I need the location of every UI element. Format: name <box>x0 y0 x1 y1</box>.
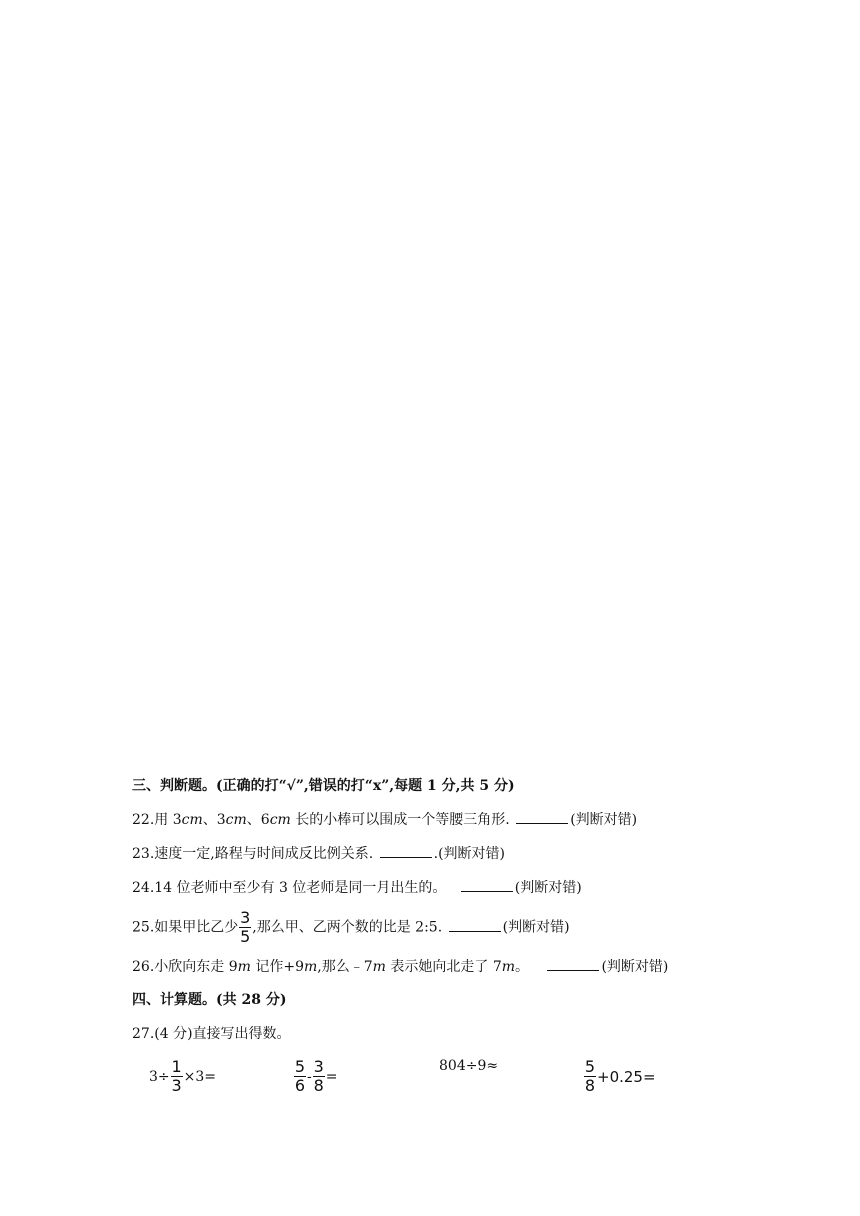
q22-text-b: 、3 <box>202 812 226 828</box>
q23-judge-hint: .(判断对错) <box>433 846 505 862</box>
calc1-pre: 3÷ <box>149 1068 170 1085</box>
q26-unit-3: m <box>372 959 386 975</box>
calc2-numerator-2: 3 <box>313 1057 324 1076</box>
q26-judge-hint: (判断对错) <box>601 959 669 975</box>
q26-text-f: 。 <box>515 959 530 975</box>
q25-judge-hint: (判断对错) <box>502 919 570 936</box>
calc4-fraction <box>584 1058 596 1095</box>
question-24 <box>132 877 582 898</box>
calc2-operator: - <box>307 1068 312 1085</box>
question-27: 27.(4 分)直接写出得数。 <box>132 1026 291 1042</box>
calc2-post: = <box>325 1068 338 1085</box>
q24-text: 24.14 位老师中至少有 3 位老师是同一月出生的。 <box>132 880 447 896</box>
q22-judge-hint: (判断对错) <box>570 812 638 828</box>
q26-unit-4: m <box>501 959 516 975</box>
q23-text: 23.速度一定,路程与时间成反比例关系. <box>132 846 374 862</box>
q22-text-d: 长的小棒可以围成一个等腰三角形. <box>290 812 510 828</box>
q24-judge-hint: (判断对错) <box>514 880 582 896</box>
calc1-post: ×3= <box>183 1068 217 1085</box>
q26-text-c: ,那么﹣7 <box>317 959 373 975</box>
calc2-denominator-1: 6 <box>294 1076 306 1095</box>
q26-unit-2: m <box>304 959 318 975</box>
section3-heading: 三、判断题。(正确的打“√”,错误的打“x”,每题 1 分,共 5 分) <box>132 778 515 794</box>
calc1-numerator: 1 <box>171 1057 182 1076</box>
calc-item-3 <box>439 1058 498 1074</box>
q22-unit-3: cm <box>269 812 291 828</box>
section4-heading: 四、计算题。(共 28 分) <box>132 992 287 1008</box>
q25-denominator: 5 <box>240 927 251 946</box>
calc2-denominator-2: 8 <box>313 1076 324 1095</box>
q26-text-d: 表示她向北走了 7 <box>385 959 502 975</box>
calc1-denominator: 3 <box>171 1076 182 1095</box>
calc4-numerator: 5 <box>584 1057 596 1076</box>
q26-text-a: 26.小欣向东走 9 <box>132 959 238 975</box>
q24-answer-blank[interactable] <box>461 877 513 892</box>
q26-text-b: 记作+9 <box>250 959 304 975</box>
q25-text-b: ,那么甲、乙两个数的比是 2:5. <box>252 919 443 936</box>
question-25 <box>132 909 570 946</box>
calc3-text: 804÷9≈ <box>439 1058 499 1074</box>
q22-text-c: 、6 <box>246 812 270 828</box>
q25-numerator: 3 <box>240 908 251 927</box>
q22-answer-blank[interactable] <box>516 809 568 824</box>
calc2-fraction-2 <box>313 1058 325 1095</box>
question-22 <box>132 809 637 830</box>
calc-item-1 <box>149 1058 216 1095</box>
q25-answer-blank[interactable] <box>449 917 501 932</box>
question-26 <box>132 956 668 977</box>
question-23 <box>132 843 505 864</box>
calc4-denominator: 8 <box>584 1076 596 1095</box>
calc2-fraction-1 <box>294 1058 306 1095</box>
calc2-numerator-1: 5 <box>294 1057 306 1076</box>
q25-text-a: 25.如果甲比乙少 <box>132 919 239 936</box>
q26-answer-blank[interactable] <box>547 956 599 971</box>
calc4-post: +0.25= <box>597 1067 656 1086</box>
q26-unit-1: m <box>237 959 251 975</box>
calc1-fraction <box>171 1058 183 1095</box>
q22-unit-1: cm <box>181 812 203 828</box>
q25-fraction <box>239 909 251 946</box>
calc-item-2 <box>293 1058 337 1095</box>
q22-unit-2: cm <box>225 812 247 828</box>
calc-item-4 <box>583 1058 656 1095</box>
q23-answer-blank[interactable] <box>380 843 432 858</box>
q22-text-a: 22.用 3 <box>132 812 182 828</box>
